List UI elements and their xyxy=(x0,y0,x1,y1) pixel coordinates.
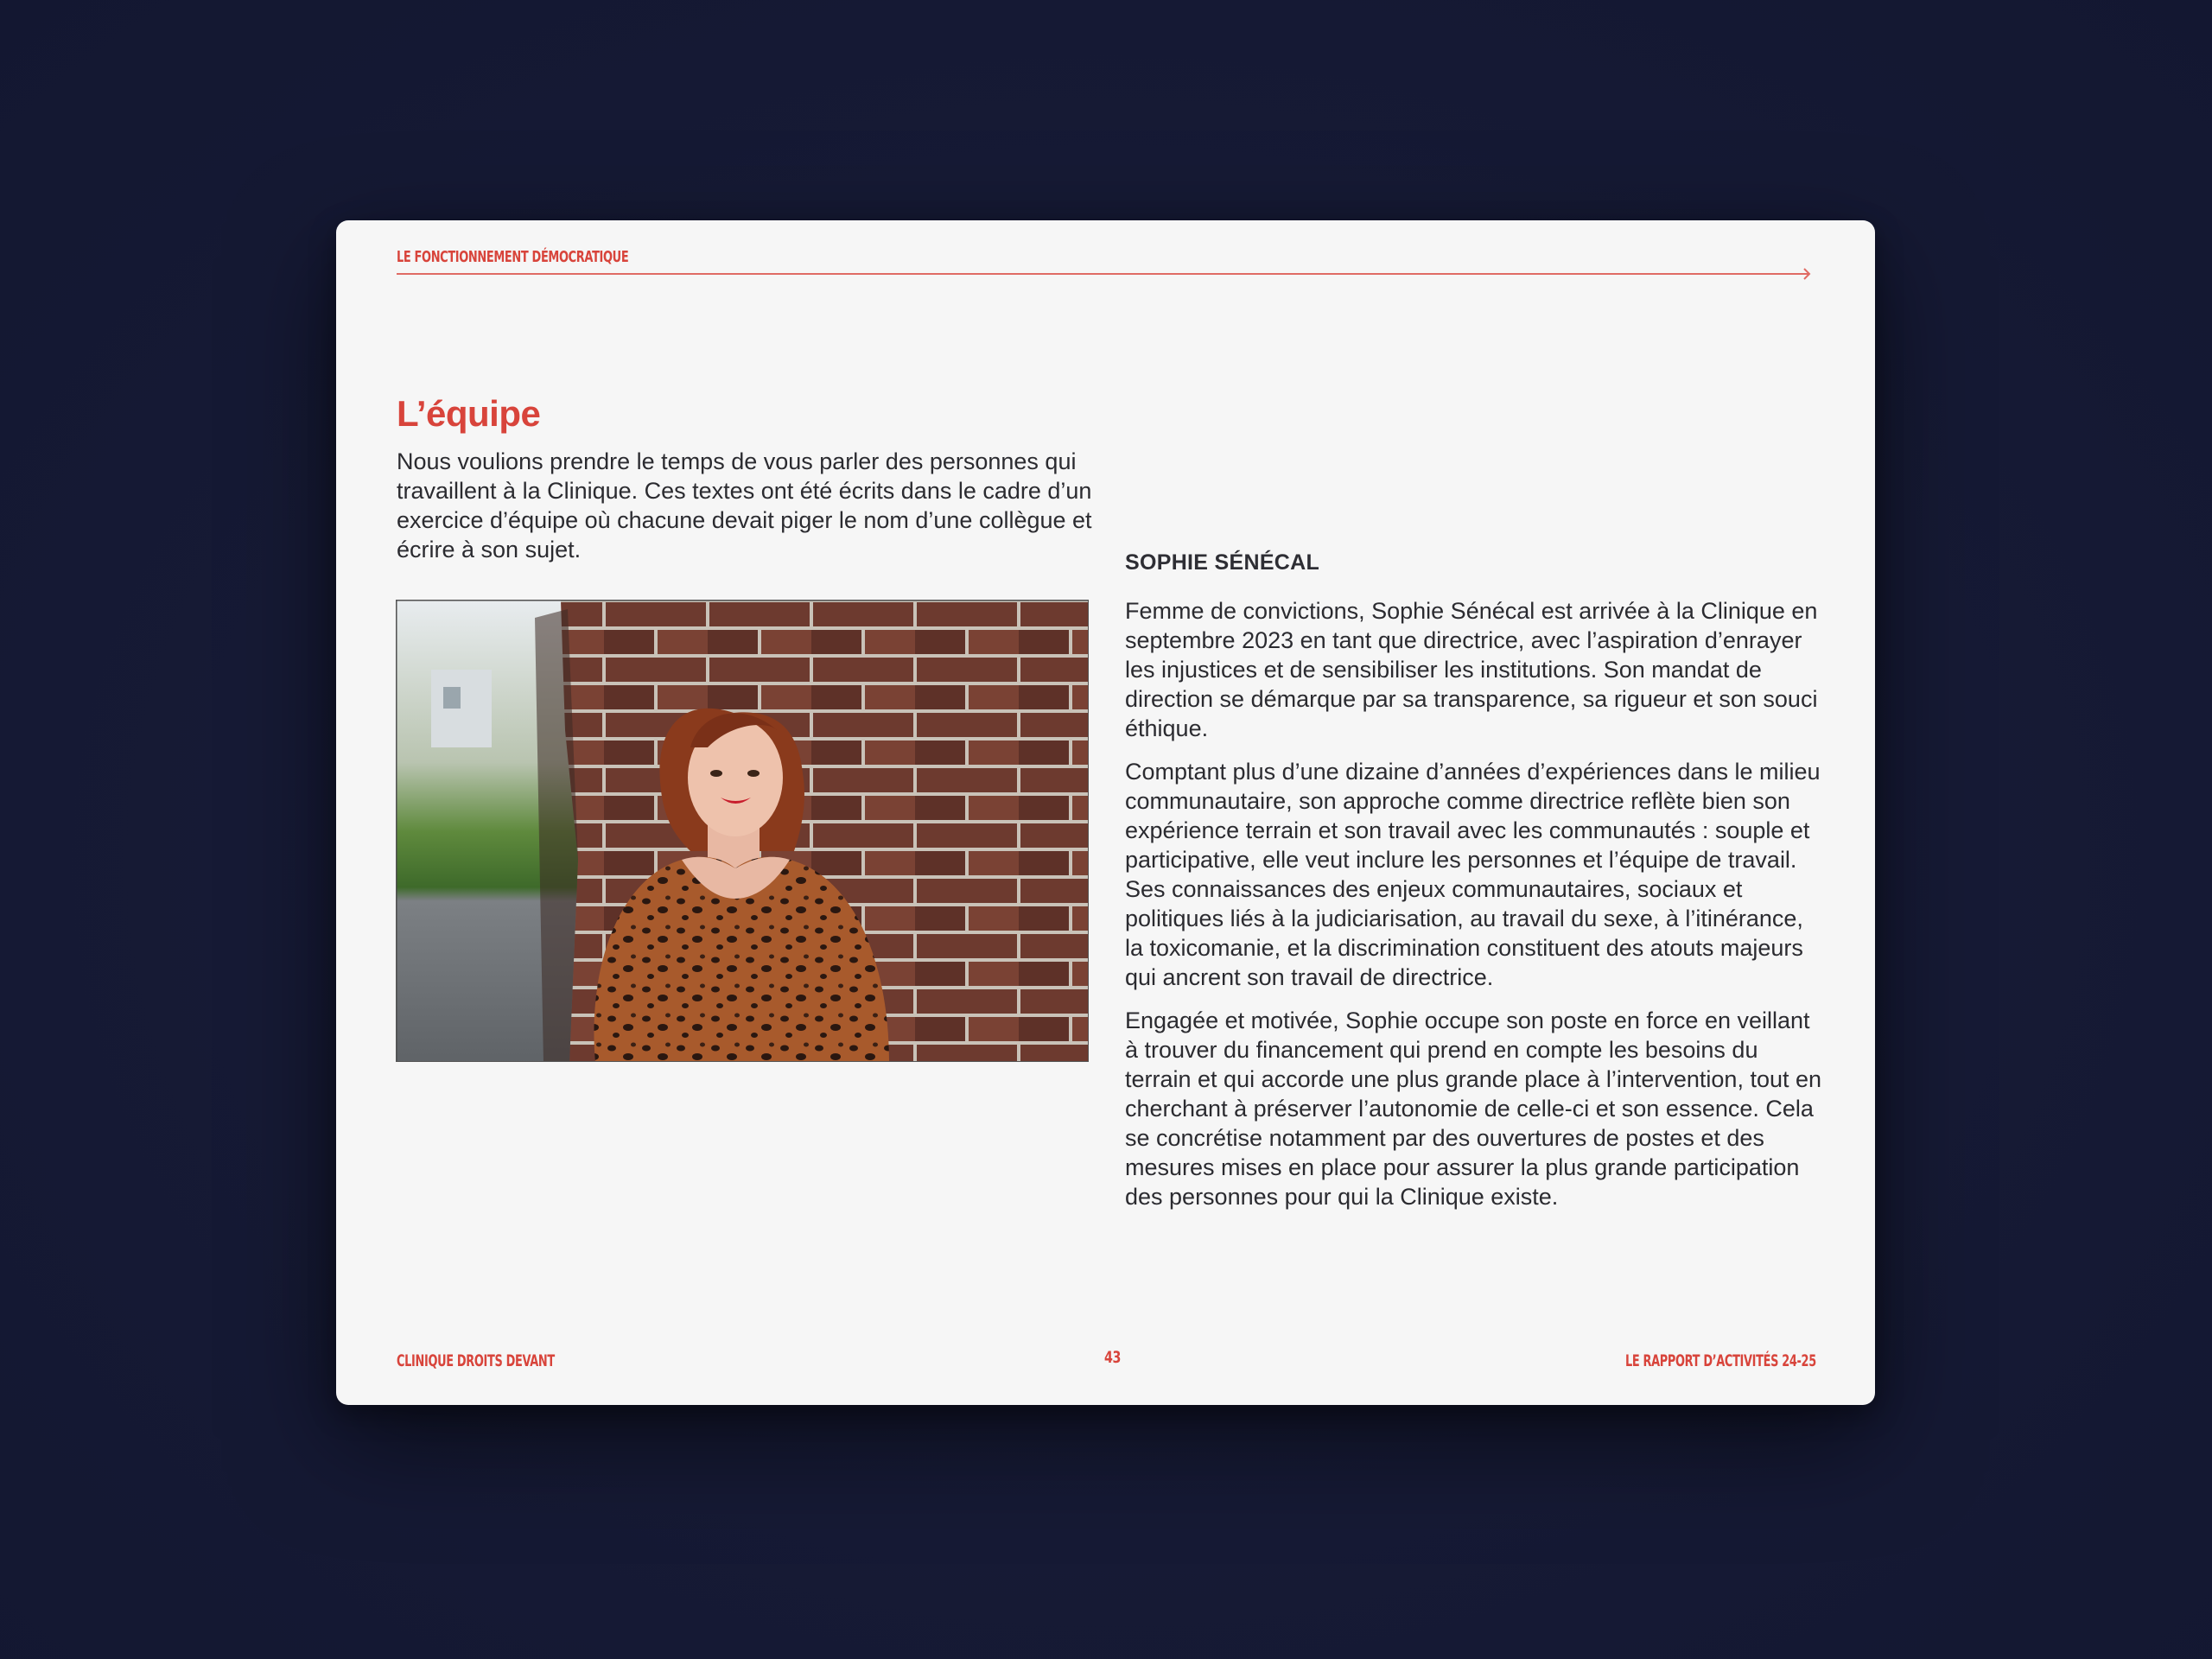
page-number: 43 xyxy=(1104,1348,1122,1367)
section-label: LE FONCTIONNEMENT DÉMOCRATIQUE xyxy=(397,248,629,266)
profile-paragraph: Comptant plus d’une dizaine d’années d’expériences dans le milieu communautaire, son approche comme directrice reflète bien son expérience terrain et son travail avec les communautés : souple et participative, elle veut inclure les personnes et l’équipe de travail. Ses connaissances des enjeux communautaires, sociaux et politiques liés à la judiciarisation, au travail du sexe, à l’itinérance, la toxicomanie, et la discrimination constituent des atouts majeurs qui ancrent son travail de directrice. xyxy=(1125,759,1821,990)
report-page xyxy=(336,220,1875,1405)
portrait-illustration xyxy=(397,601,1089,1062)
profile-paragraph: Engagée et motivée, Sophie occupe son poste en force en veillant à trouver du financement qui prend en compte les besoins du terrain et qui accorde une plus grande place à l’intervention, tout en cherchant à préserver l’autonomie de celle-ci et son essence. Cela se concrétise notamment par des ouvertures de postes et des mesures mises en place pour assurer la plus grande participation des personnes pour qui la Clinique existe. xyxy=(1125,1007,1822,1210)
profile-column xyxy=(1125,550,1825,1225)
profile-paragraph: Femme de convictions, Sophie Sénécal est arrivée à la Clinique en septembre 2023 en tant que directrice, avec l’aspiration d’enrayer les injustices et de sensibiliser les institutions. Son mandat de direction se démarque par sa transparence, sa rigueur et son souci éthique. xyxy=(1125,598,1818,741)
portrait-photo xyxy=(396,600,1089,1062)
intro-paragraph: Nous voulions prendre le temps de vous parler des personnes qui travaillent à la Clinique. Ces textes ont été écrits dans le cadre d’un exercice d’équipe où chacune devait piger le nom d’une collègue et écrire à son sujet. xyxy=(397,448,1092,563)
arrow-right-icon xyxy=(1796,266,1812,282)
footer-report-title: LE RAPPORT D’ACTIVITÉS 24-25 xyxy=(1625,1351,1816,1370)
profile-name: SOPHIE SÉNÉCAL xyxy=(1125,550,1320,575)
header-divider xyxy=(397,273,1807,275)
footer-organization: CLINIQUE DROITS DEVANT xyxy=(397,1351,555,1370)
page-title: L’équipe xyxy=(397,393,541,434)
